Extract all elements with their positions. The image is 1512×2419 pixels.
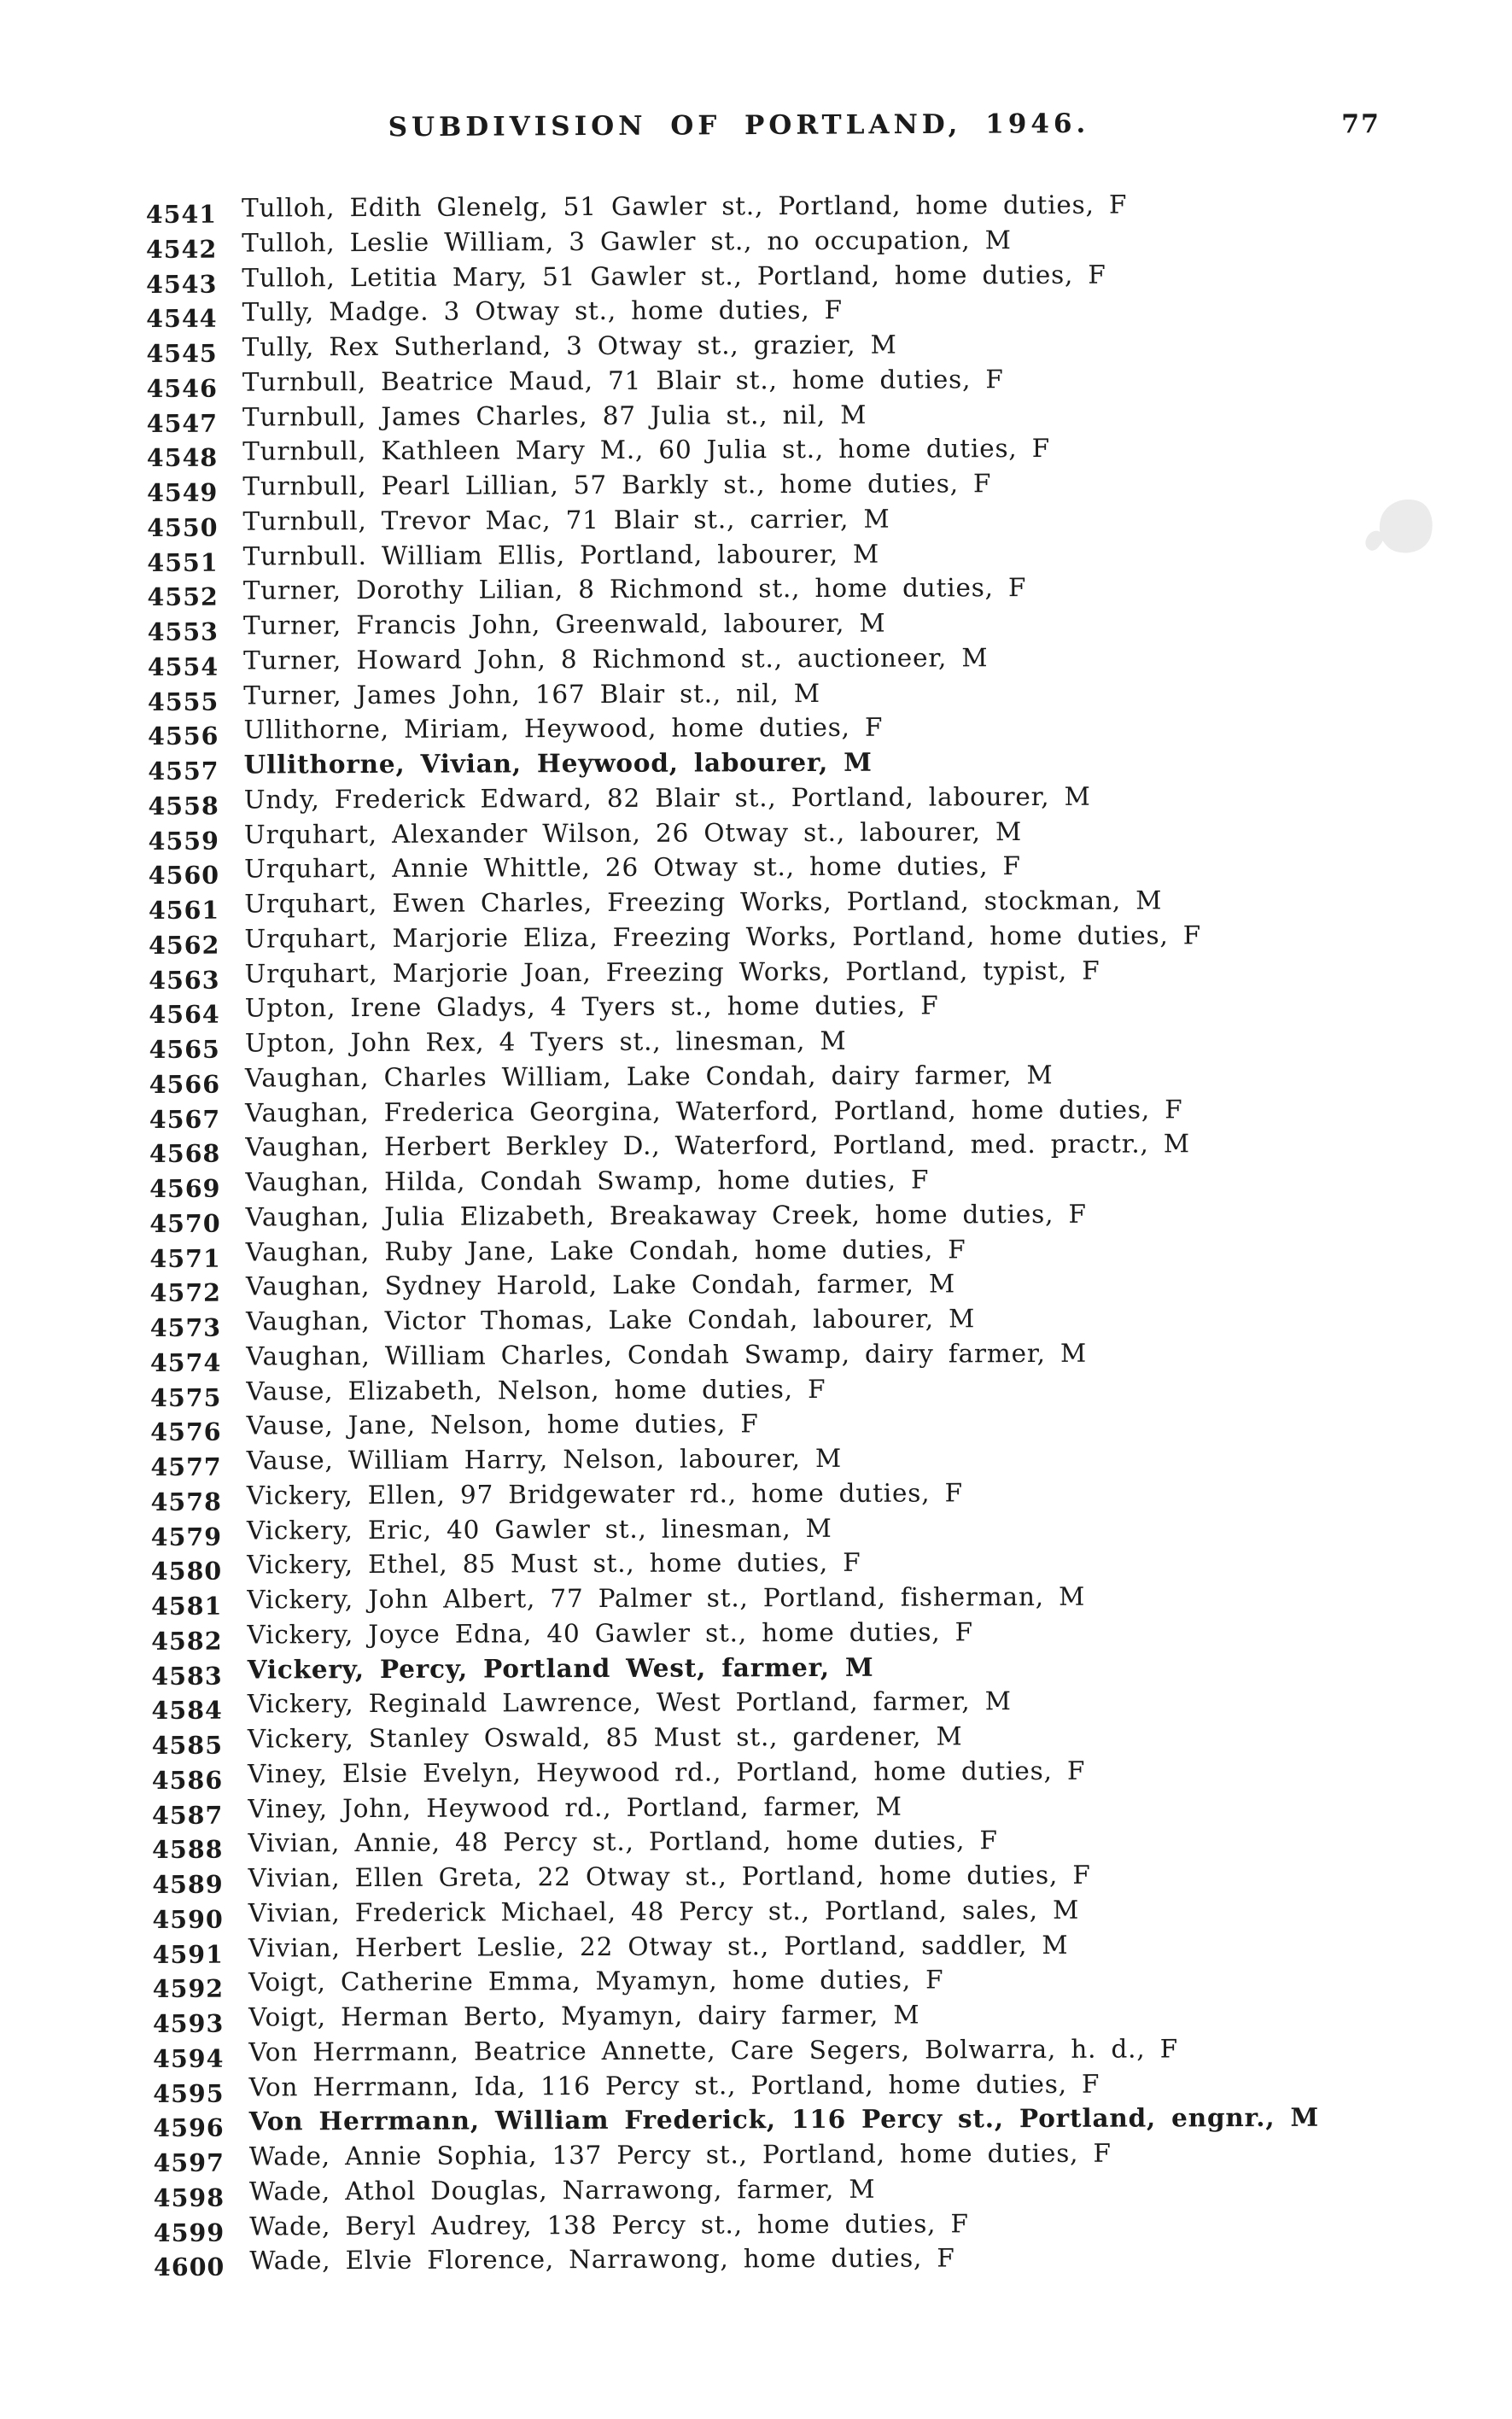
directory-entry-row	[1, 325, 1512, 366]
entry-text: Ullithorne, Miriam, Heywood, home duties, F	[243, 712, 884, 745]
directory-entry-row	[4, 1369, 1512, 1410]
directory-entry-row	[4, 1335, 1512, 1376]
entry-number: 4583	[151, 1661, 223, 1691]
entry-text: Turnbull, Pearl Lillian, 57 Barkly st., home duties, F	[242, 469, 992, 501]
directory-entry-row	[7, 1925, 1512, 1969]
directory-entry-row	[4, 1300, 1512, 1341]
entry-number: 4548	[146, 442, 219, 473]
entry-text: Vaughan, Julia Elizabeth, Breakaway Creek, home duties, F	[245, 1199, 1087, 1232]
entry-text: Upton, John Rex, 4 Tyers st., linesman, M	[244, 1025, 847, 1058]
entry-number: 4559	[148, 826, 219, 856]
directory-entry-row	[3, 1056, 1512, 1097]
entry-text: Vaughan, Victor Thomas, Lake Condah, labourer, M	[246, 1304, 976, 1336]
directory-entry-row	[6, 1647, 1512, 1691]
directory-entry-row	[0, 186, 1512, 227]
entry-number: 4546	[146, 373, 218, 403]
entry-number: 4594	[153, 2043, 225, 2073]
directory-entry-row	[4, 1265, 1512, 1306]
entry-number: 4541	[145, 199, 218, 229]
entry-number: 4584	[151, 1695, 223, 1726]
entry-text: Viney, John, Heywood rd., Portland, farmer, M	[248, 1791, 902, 1824]
entry-text: Turner, Howard John, 8 Richmond st., auctioneer, M	[243, 642, 989, 675]
directory-entry-row	[3, 1160, 1512, 1201]
directory-entry-row	[2, 569, 1512, 610]
directory-entry-row	[1, 394, 1512, 438]
entry-text: Voigt, Catherine Emma, Myamyn, home duties, F	[248, 1965, 944, 1997]
directory-entry-row	[3, 882, 1512, 923]
entry-number: 4569	[149, 1173, 221, 1203]
entry-number: 4593	[152, 2008, 225, 2038]
directory-entry-row	[5, 1578, 1512, 1619]
entry-number: 4554	[147, 651, 219, 681]
directory-entry-row	[7, 2030, 1512, 2071]
directory-entry-row	[2, 604, 1512, 645]
entry-text: Undy, Frederick Edward, 82 Blair st., Portland, labourer, M	[243, 781, 1091, 815]
entry-text: Turnbull, Trevor Mac, 71 Blair st., carrier, M	[242, 504, 890, 536]
entry-number: 4542	[145, 234, 218, 264]
entry-text: Urquhart, Alexander Wilson, 26 Otway st., labourer, M	[243, 816, 1023, 850]
entry-number: 4579	[150, 1522, 223, 1551]
entry-text: Turner, Francis John, Greenwald, labourer, M	[242, 608, 886, 640]
directory-entry-row	[3, 778, 1512, 819]
entry-number: 4589	[152, 1869, 224, 1899]
entry-number: 4600	[153, 2252, 225, 2282]
entry-text: Von Herrmann, William Frederick, 116 Percy st., Portland, engnr., M	[248, 2101, 1320, 2136]
entry-text: Wade, Annie Sophia, 137 Percy st., Portland, home duties, F	[248, 2138, 1112, 2171]
entry-number: 4578	[150, 1487, 222, 1516]
directory-entry-row	[4, 1230, 1512, 1271]
entry-number: 4599	[153, 2217, 225, 2247]
entry-text: Ullithorne, Vivian, Heywood, labourer, M	[243, 746, 873, 780]
entry-text: Vivian, Frederick Michael, 48 Percy st., Portland, sales, M	[248, 1895, 1080, 1928]
entry-number: 4591	[152, 1939, 224, 1969]
entry-text: Tulloh, Letitia Mary, 51 Gawler st., Portland, home duties, F	[242, 260, 1106, 293]
page-title: SUBDIVISION OF PORTLAND, 1946.	[388, 108, 1090, 143]
entry-number: 4596	[153, 2112, 225, 2143]
entry-text: Vaughan, Herbert Berkley D., Waterford, Portland, med. practr., M	[245, 1129, 1190, 1162]
directory-entry-row	[8, 2100, 1512, 2141]
entry-number: 4549	[146, 477, 219, 507]
directory-entry-row	[1, 429, 1512, 473]
directory-entry-row	[3, 1125, 1512, 1169]
entry-text: Vause, William Harry, Nelson, labourer, M	[246, 1443, 843, 1475]
entry-text: Vaughan, Hilda, Condah Swamp, home duties, F	[245, 1165, 930, 1197]
running-head	[0, 108, 1512, 143]
directory-entry-row	[5, 1474, 1512, 1515]
entry-number: 4545	[146, 338, 218, 368]
directory-entry-row	[0, 255, 1512, 299]
entry-number: 4587	[151, 1800, 224, 1830]
entry-text: Vickery, Joyce Edna, 40 Gawler st., home duties, F	[247, 1617, 973, 1650]
entry-number: 4590	[152, 1904, 224, 1934]
directory-entry-row	[6, 1752, 1512, 1793]
entry-number: 4586	[151, 1765, 224, 1795]
directory-entry-row	[4, 1404, 1512, 1445]
entry-text: Vickery, Reginald Lawrence, West Portland, farmer, M	[247, 1686, 1012, 1719]
entry-number: 4551	[147, 547, 219, 577]
entry-text: Urquhart, Annie Whittle, 26 Otway st., home duties, F	[243, 851, 1021, 884]
entry-number: 4598	[153, 2182, 225, 2212]
entry-number: 4558	[148, 791, 219, 821]
entry-text: Wade, Elvie Florence, Narrawong, home duties, F	[249, 2243, 955, 2276]
entry-text: Vivian, Herbert Leslie, 22 Otway st., Portland, saddler, M	[248, 1930, 1069, 1963]
entry-number: 4572	[149, 1277, 222, 1308]
entry-text: Vaughan, William Charles, Condah Swamp, dairy farmer, M	[246, 1338, 1087, 1371]
entry-text: Wade, Athol Douglas, Narrawong, farmer, M	[248, 2174, 876, 2206]
entry-text: Vickery, Ellen, 97 Bridgewater rd., home duties, F	[246, 1478, 963, 1510]
entry-text: Vivian, Annie, 48 Percy st., Portland, home duties, F	[248, 1826, 998, 1858]
entry-text: Vickery, Ethel, 85 Must st., home duties, F	[247, 1548, 861, 1580]
directory-entry-row	[3, 951, 1512, 995]
entry-text: Urquhart, Ewen Charles, Freezing Works, Portland, stockman, M	[244, 885, 1163, 919]
entry-number: 4553	[147, 616, 219, 646]
entry-text: Vaughan, Frederica Georgina, Waterford, Portland, home duties, F	[245, 1094, 1183, 1128]
directory-entry-row	[3, 917, 1512, 958]
directory-entry-row	[6, 1821, 1512, 1865]
entry-text: Tully, Rex Sutherland, 3 Otway st., grazier, M	[242, 330, 897, 362]
directory-entry-row	[2, 639, 1512, 680]
directory-entry-row	[8, 2135, 1512, 2176]
entry-number: 4585	[151, 1730, 224, 1760]
entry-number: 4582	[151, 1626, 223, 1656]
entry-number: 4592	[152, 1973, 225, 2004]
directory-entry-row	[3, 847, 1512, 891]
entry-number: 4550	[147, 512, 219, 542]
entry-number: 4588	[152, 1834, 224, 1865]
directory-entry-row	[6, 1786, 1512, 1830]
entry-text: Viney, Elsie Evelyn, Heywood rd., Portland, home duties, F	[248, 1756, 1086, 1789]
directory-entry-row	[8, 2204, 1512, 2245]
entry-text: Von Herrmann, Ida, 116 Percy st., Portland, home duties, F	[248, 2069, 1100, 2102]
entry-number: 4543	[146, 269, 218, 299]
entries-list	[0, 186, 1512, 2280]
entry-number: 4562	[148, 930, 220, 960]
entry-number: 4555	[147, 687, 219, 716]
entry-number: 4571	[149, 1243, 221, 1273]
entry-text: Urquhart, Marjorie Joan, Freezing Works, Portland, typist, F	[244, 955, 1100, 989]
directory-entry-row	[4, 1195, 1512, 1236]
entry-text: Turnbull, Kathleen Mary M., 60 Julia st., home duties, F	[242, 434, 1051, 466]
directory-entry-row	[3, 743, 1512, 784]
entry-number: 4561	[148, 895, 220, 925]
entry-text: Tulloh, Leslie William, 3 Gawler st., no occupation, M	[242, 225, 1012, 258]
directory-entry-row	[6, 1682, 1512, 1726]
entry-text: Von Herrmann, Beatrice Annette, Care Segers, Bolwarra, h. d., F	[248, 2034, 1179, 2067]
directory-entry-row	[1, 465, 1512, 505]
directory-entry-row	[7, 1891, 1512, 1932]
entry-number: 4544	[146, 303, 218, 334]
entry-text: Vickery, Stanley Oswald, 85 Must st., gardener, M	[247, 1721, 963, 1754]
entry-number: 4568	[149, 1138, 221, 1169]
entry-text: Turnbull, James Charles, 87 Julia st., nil, M	[242, 400, 867, 432]
entry-number: 4576	[150, 1417, 222, 1447]
entry-number: 4580	[150, 1556, 223, 1586]
entry-text: Vickery, Percy, Portland West, farmer, M	[247, 1651, 874, 1685]
directory-entry-row	[1, 500, 1512, 540]
entry-text: Tully, Madge. 3 Otway st., home duties, F	[242, 295, 843, 327]
directory-entry-row	[5, 1543, 1512, 1584]
directory-entry-row	[8, 2170, 1512, 2211]
entry-text: Vaughan, Ruby Jane, Lake Condah, home duties, F	[245, 1234, 966, 1267]
entry-text: Upton, Irene Gladys, 4 Tyers st., home duties, F	[244, 990, 939, 1023]
directory-entry-row	[2, 708, 1512, 749]
entry-text: Urquhart, Marjorie Eliza, Freezing Works, Portland, home duties, F	[244, 920, 1202, 954]
entry-number: 4570	[149, 1208, 221, 1238]
directory-entry-row	[7, 1995, 1512, 2036]
entry-text: Vivian, Ellen Greta, 22 Otway st., Portland, home duties, F	[248, 1860, 1091, 1893]
directory-entry-row	[8, 2239, 1512, 2280]
entry-text: Tulloh, Edith Glenelg, 51 Gawler st., Portland, home duties, F	[242, 190, 1128, 223]
entry-text: Turner, Dorothy Lilian, 8 Richmond st., home duties, F	[242, 573, 1027, 605]
entry-number: 4574	[149, 1347, 222, 1377]
directory-entry-row	[0, 290, 1512, 334]
entry-number: 4581	[150, 1591, 223, 1621]
directory-entry-row	[3, 812, 1512, 856]
entry-text: Turnbull. William Ellis, Portland, labourer, M	[242, 539, 880, 571]
directory-entry-row	[7, 1856, 1512, 1897]
directory-entry-row	[7, 1960, 1512, 2004]
entry-text: Vause, Elizabeth, Nelson, home duties, F	[246, 1374, 826, 1406]
entry-number: 4577	[150, 1452, 222, 1481]
page-number: 77	[1341, 109, 1381, 140]
directory-entry-row	[5, 1439, 1512, 1480]
entry-number: 4573	[149, 1312, 222, 1342]
entry-text: Vickery, John Albert, 77 Palmer st., Portland, fisherman, M	[247, 1581, 1086, 1615]
entry-number: 4565	[149, 1034, 220, 1064]
directory-entry-row	[2, 673, 1512, 714]
entry-number: 4595	[153, 2078, 225, 2108]
entry-text: Vickery, Eric, 40 Gawler st., linesman, M	[246, 1513, 832, 1545]
entry-number: 4557	[148, 756, 219, 786]
entry-number: 4560	[148, 860, 220, 891]
entry-number: 4563	[149, 965, 220, 995]
entry-number: 4552	[147, 581, 219, 612]
directory-entry-row	[1, 360, 1512, 401]
entry-text: Turnbull, Beatrice Maud, 71 Blair st., home duties, F	[242, 364, 1004, 397]
entry-text: Turner, James John, 167 Blair st., nil, M	[243, 678, 820, 710]
entry-number: 4567	[149, 1104, 221, 1134]
entry-text: Vause, Jane, Nelson, home duties, F	[246, 1409, 759, 1440]
directory-entry-row	[6, 1717, 1512, 1758]
entry-number: 4556	[148, 721, 219, 751]
directory-entry-row	[3, 1021, 1512, 1062]
entry-text: Vaughan, Charles William, Lake Condah, dairy farmer, M	[244, 1060, 1054, 1093]
entry-text: Vaughan, Sydney Harold, Lake Condah, farmer, M	[245, 1269, 956, 1301]
directory-entry-row	[7, 2065, 1512, 2106]
directory-entry-row	[3, 986, 1512, 1030]
directory-entry-row	[3, 1090, 1512, 1134]
directory-entry-row	[2, 534, 1512, 575]
entry-text: Voigt, Herman Berto, Myamyn, dairy farmer, M	[248, 2000, 920, 2032]
entry-number: 4564	[149, 999, 220, 1030]
entry-number: 4575	[150, 1382, 222, 1412]
entry-number: 4547	[146, 408, 219, 438]
entry-number: 4597	[153, 2147, 225, 2177]
entry-text: Wade, Beryl Audrey, 138 Percy st., home duties, F	[249, 2208, 969, 2241]
directory-entry-row	[5, 1508, 1512, 1549]
directory-entry-row	[0, 221, 1512, 262]
entry-number: 4566	[149, 1069, 221, 1099]
directory-entry-row	[5, 1613, 1512, 1654]
